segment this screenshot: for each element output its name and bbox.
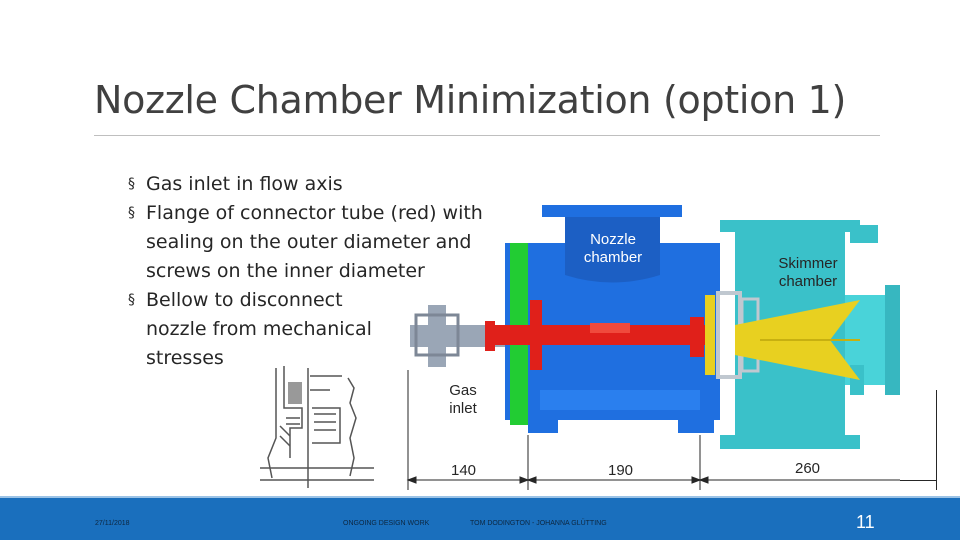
nozzle-chamber-label-line2: chamber bbox=[583, 249, 643, 266]
skimmer-chamber-label-line2: chamber bbox=[778, 273, 838, 290]
seal-sketch-image bbox=[250, 348, 382, 488]
gas-inlet-label-line2: inlet bbox=[449, 400, 477, 417]
footer-date: 27/11/2018 bbox=[95, 520, 130, 527]
bullet-icon: § bbox=[128, 205, 135, 221]
dimension-260: 260 bbox=[795, 460, 821, 477]
dimension-line-right-tail bbox=[900, 480, 936, 481]
footer-section: ONGOING DESIGN WORK bbox=[343, 520, 430, 527]
page-number: 11 bbox=[856, 512, 875, 532]
bullet-text: Flange of connector tube (red) with sealing on the outer diameter and screws on the inner diameter bbox=[146, 202, 483, 282]
bullet-icon: § bbox=[128, 176, 135, 192]
footer-bar bbox=[0, 498, 960, 540]
gas-inlet-label-line1: Gas bbox=[449, 382, 477, 399]
dimension-line-right bbox=[936, 390, 937, 490]
nozzle-chamber-label bbox=[573, 231, 653, 267]
footer-authors: TOM DODINGTON - JOHANNA GLÜTTING bbox=[470, 520, 607, 527]
bullet-text: Gas inlet in flow axis bbox=[146, 173, 343, 195]
gas-inlet-label bbox=[433, 382, 493, 418]
skimmer-chamber-label-line1: Skimmer bbox=[778, 255, 838, 272]
dimension-190: 190 bbox=[608, 462, 634, 479]
nozzle-chamber-label-line1: Nozzle bbox=[590, 231, 636, 248]
title-divider bbox=[94, 135, 880, 136]
slide-title: Nozzle Chamber Minimization (option 1) bbox=[94, 78, 847, 122]
skimmer-chamber-label bbox=[768, 255, 848, 291]
dimension-140: 140 bbox=[451, 462, 477, 479]
bullet-text: Bellow to disconnect nozzle from mechanical stresses bbox=[146, 289, 372, 369]
bullet-icon: § bbox=[128, 292, 135, 308]
